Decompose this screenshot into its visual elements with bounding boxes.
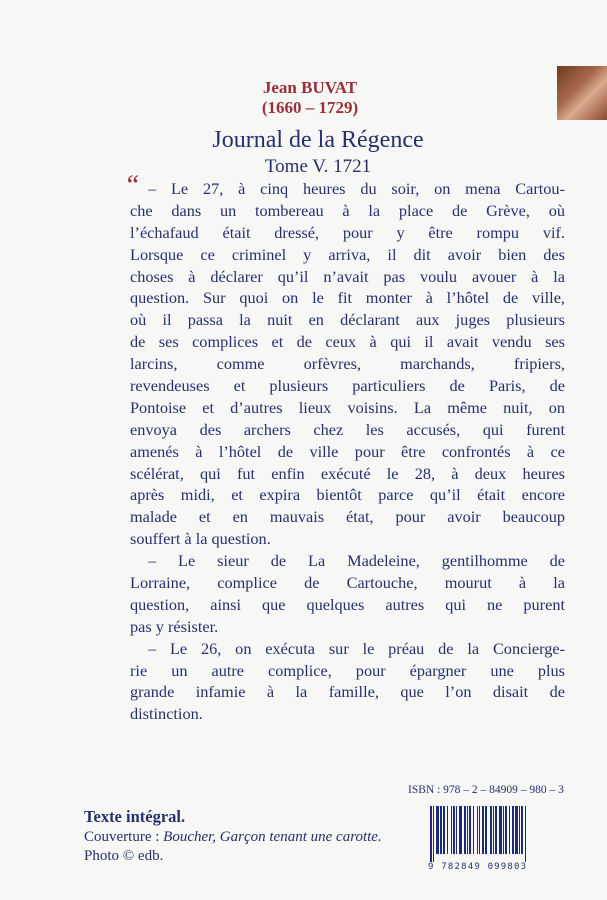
text-line: après midi, et expira bientôt parce qu’il était encore: [130, 485, 565, 505]
text-line: larcins, comme orfèvres, marchands, fripiers,: [130, 354, 565, 374]
text-line: rie un autre complice, pour épargner une plus: [130, 660, 565, 680]
isbn: ISBN : 978 – 2 – 84909 – 980 – 3: [408, 784, 564, 796]
text-line: question, ainsi que quelques autres qui ne purent: [130, 594, 565, 614]
volume-label: Tome V. 1721: [264, 156, 372, 177]
text-line: Pontoise et d’autres lieux voisins. La même nuit, on: [130, 397, 565, 417]
text-line: question. Sur quoi on le fit monter à l’hôtel de ville,: [130, 288, 565, 308]
barcode-digits: 9 782849 099803: [428, 862, 528, 872]
credits: [84, 807, 382, 866]
text-line: choses à déclarer qu’il n’avait pas voulu avouer à la: [130, 266, 565, 286]
author-dates: (1660 – 1729): [261, 98, 359, 117]
text-line: distinction.: [130, 704, 203, 724]
text-line: – Le sieur de La Madeleine, gentilhomme de: [148, 551, 565, 571]
cover-label: Couverture :: [84, 829, 160, 845]
integral-text-label: Texte intégral.: [84, 807, 186, 826]
text-line: Lorraine, complice de Cartouche, mourut à la: [130, 573, 565, 593]
book-title: Journal de la Régence: [212, 127, 424, 153]
excerpt-text: [130, 178, 565, 725]
text-line: envoya des archers chez les accusés, qui furent: [130, 419, 565, 439]
text-line: che dans un tombereau à la place de Grève, où: [130, 200, 565, 220]
text-line: grande infamie à la famille, que l’on disait de: [130, 682, 565, 702]
text-line: – Le 27, à cinq heures du soir, on mena Cartou-: [148, 179, 565, 198]
cover-credit: Boucher, Garçon tenant une carotte.: [163, 829, 382, 845]
text-line: Lorsque ce criminel y arriva, il dit avoir bien des: [130, 244, 565, 264]
author-name: Jean BUVAT: [262, 78, 358, 97]
text-line: scélérat, qui fut enfin exécuté le 28, à deux heures: [130, 463, 565, 483]
text-line: de ses complices et de ceux à qui il avait vendu ses: [130, 332, 565, 352]
barcode: [430, 806, 558, 864]
text-line: l’échafaud était dressé, pour y être rompu vif.: [130, 222, 565, 242]
text-line: amenés à l’hôtel de ville pour être confrontés à ce: [130, 441, 565, 461]
text-line: souffert à la question.: [130, 529, 271, 549]
barcode-bar: [526, 806, 527, 862]
text-line: pas y résister.: [130, 616, 219, 636]
text-line: – Le 26, on exécuta sur le préau de la Concierge-: [148, 638, 565, 658]
text-line: malade et en mauvais état, pour avoir beaucoup: [130, 507, 565, 527]
photo-credit: Photo © edb.: [84, 848, 164, 864]
text-line: revendeuses et plusieurs particuliers de Paris, de: [130, 376, 565, 396]
text-line: où il passa la nuit en déclarant aux juges plusieurs: [130, 310, 565, 330]
quote-mark: “: [124, 170, 140, 201]
